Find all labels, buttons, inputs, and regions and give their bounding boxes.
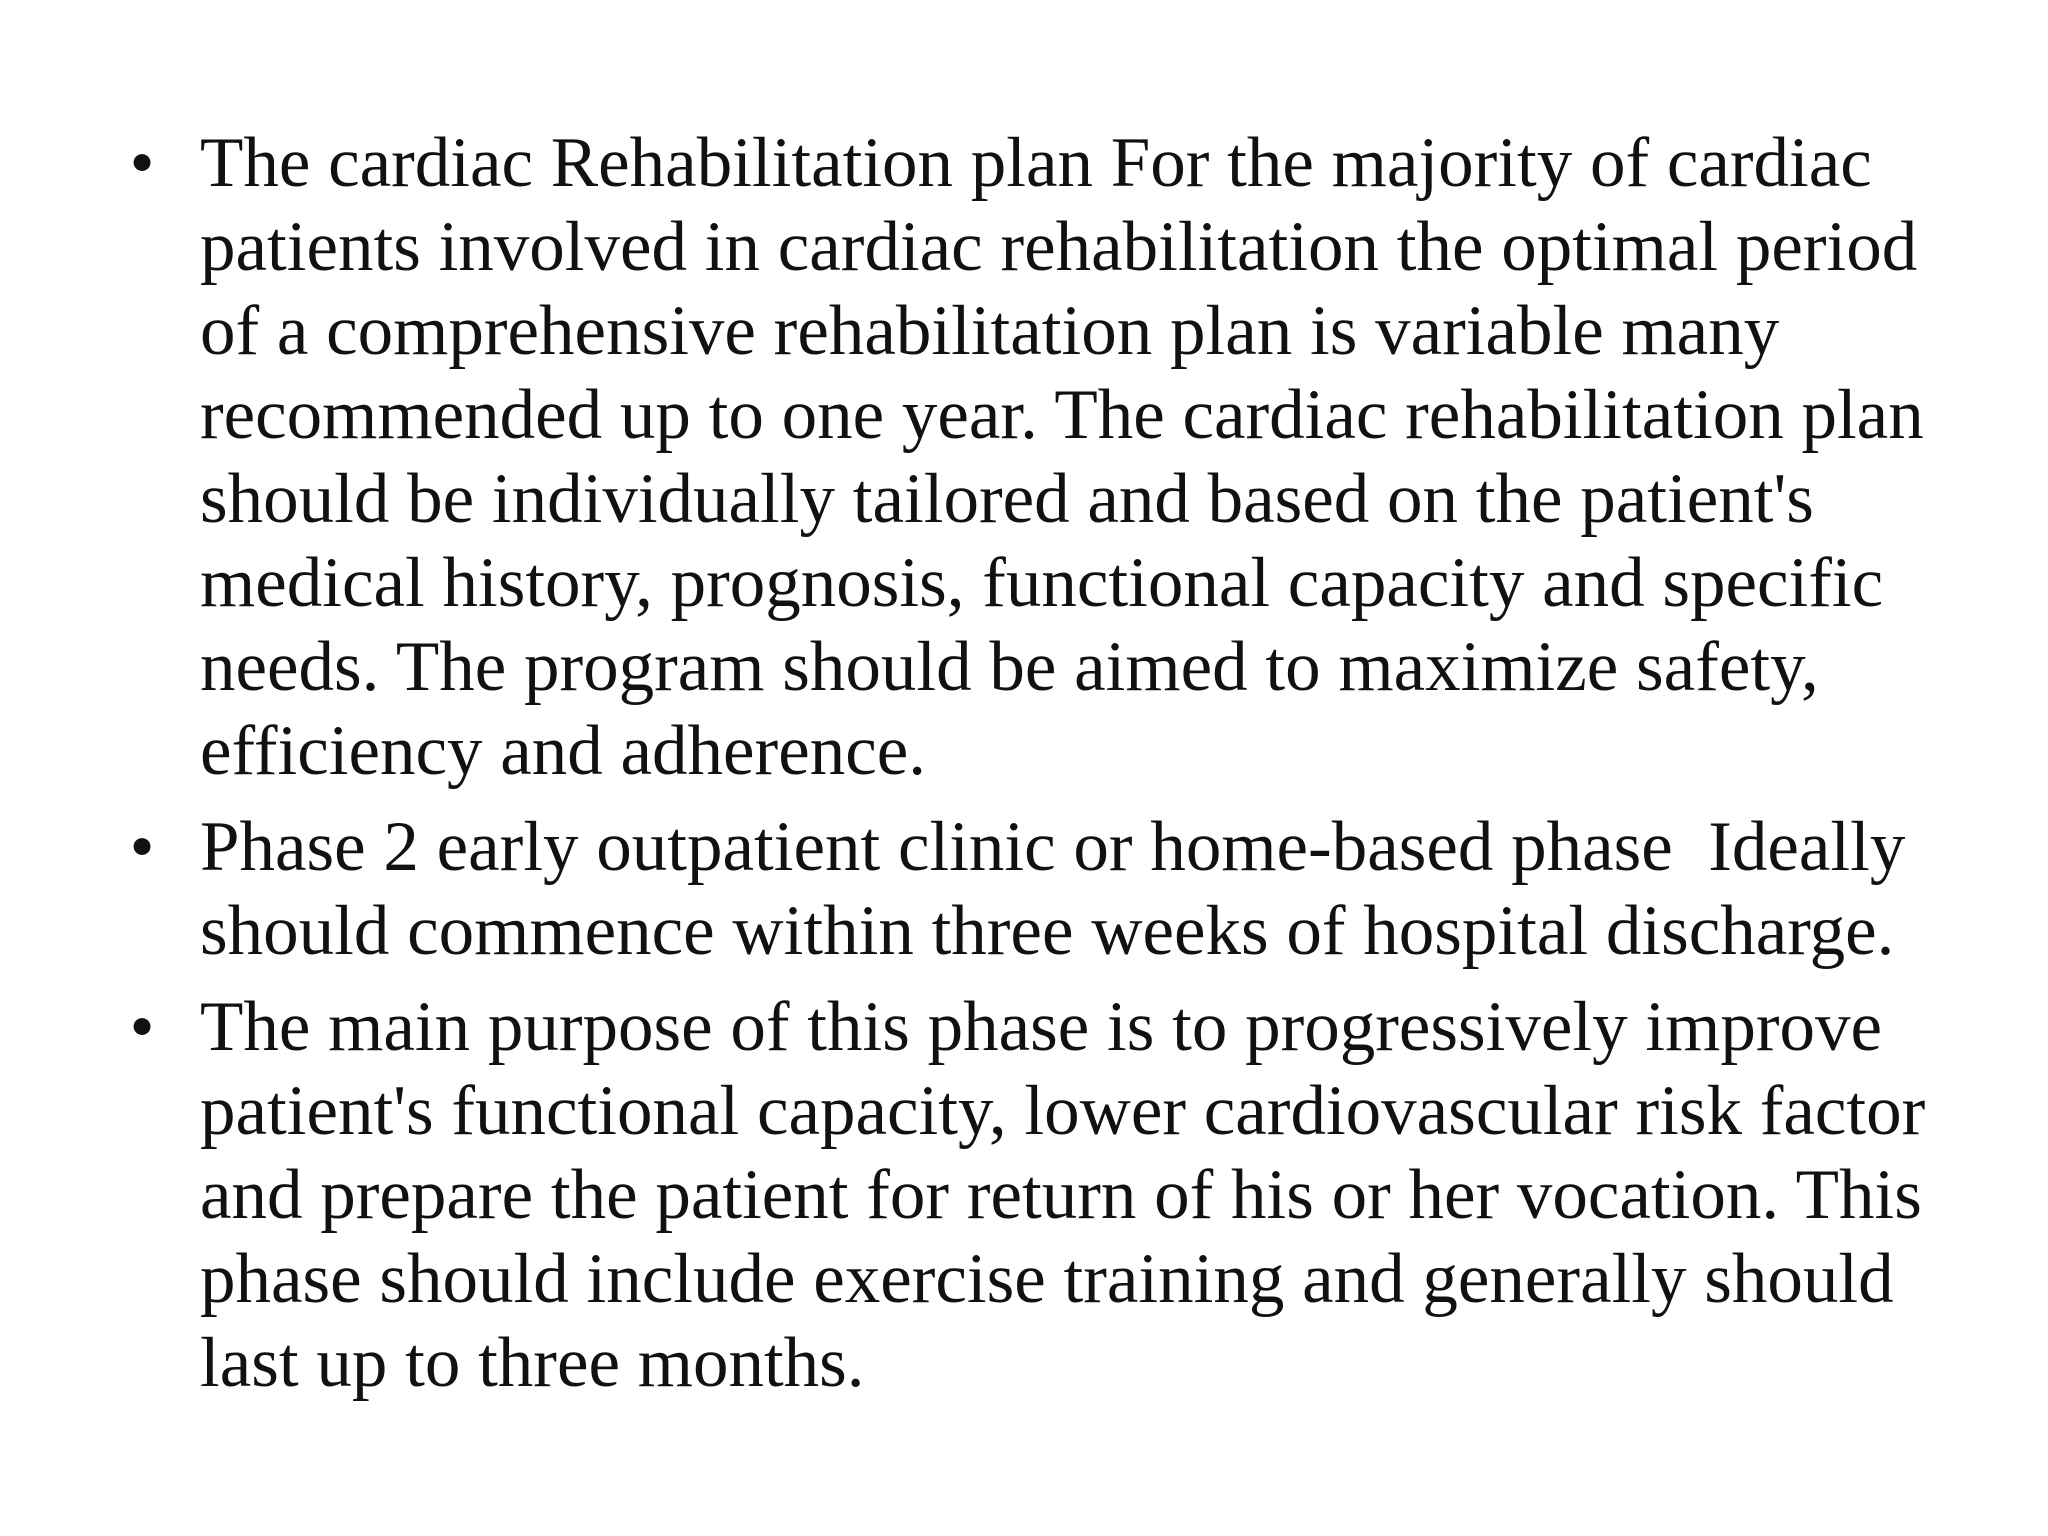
bullet-dot-icon: •	[129, 124, 155, 202]
bullet-text: The main purpose of this phase is to progressively improve patient's functional capacity, lower cardiovascular risk factor and prepare the patient for return of his or her vocation. This phase should include exercise training and generally should last up to three months.	[200, 988, 1926, 1402]
bullet-item	[129, 805, 1960, 973]
bullet-dot-icon: •	[129, 988, 155, 1066]
bullet-list	[129, 121, 1960, 1417]
bullet-item	[129, 985, 1960, 1405]
bullet-item	[129, 121, 1960, 793]
bullet-dot-icon: •	[129, 808, 155, 886]
bullet-text: Phase 2 early outpatient clinic or home-based phase Ideally should commence within three weeks of hospital discharge.	[200, 808, 1924, 970]
bullet-text: The cardiac Rehabilitation plan For the majority of cardiac patients involved in cardiac rehabilitation the optimal period of a comprehensive rehabilitation plan is variable many recommended up to one year. The cardiac rehabilitation plan should be individually tailored and based on the patient's medical history, prognosis, functional capacity and specific needs. The program should be aimed to maximize safety, efficiency and adherence.	[200, 124, 1924, 790]
